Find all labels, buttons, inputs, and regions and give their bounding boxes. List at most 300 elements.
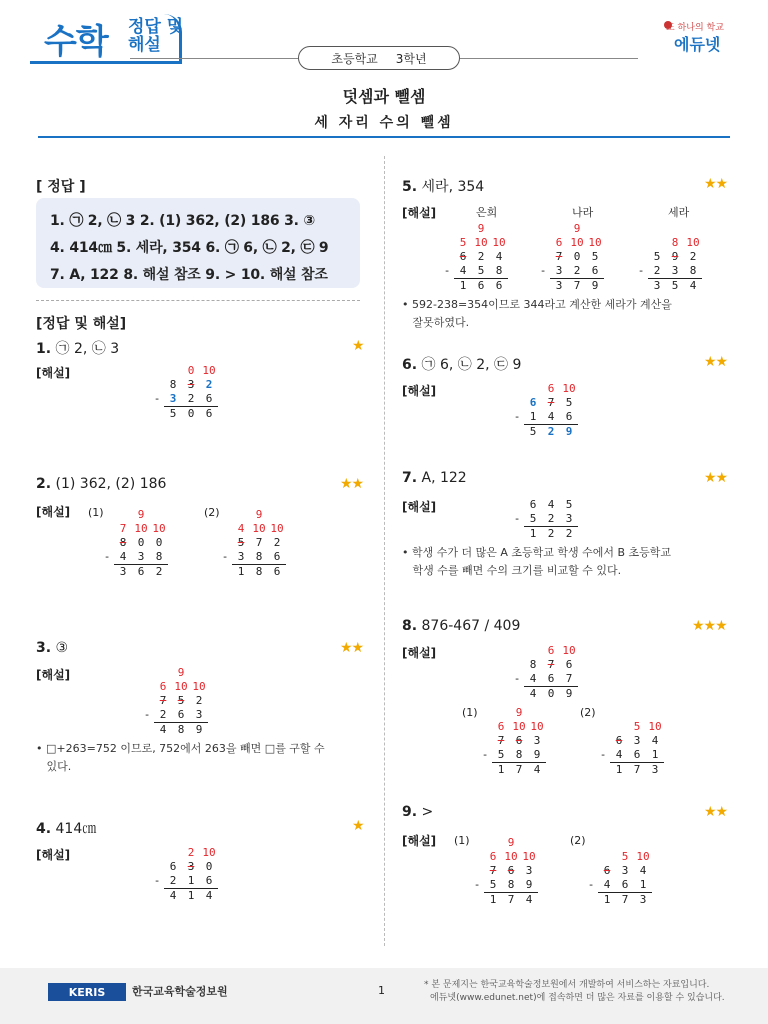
q9-part2-label: (2) [570,834,586,847]
digit: 2 [155,565,163,578]
digit: 5 [477,264,485,277]
arith-row [440,264,508,278]
minus-sign: - [587,878,595,891]
digit [114,508,132,522]
digit: 1 [497,763,505,776]
digit: 6 [565,658,573,671]
digit: 2 [273,536,281,549]
digit: 3 [187,860,195,873]
q6-title [402,354,521,374]
q6-answer: ㉠ 6, ㉡ 2, ㉢ 9 [421,357,522,373]
minus-sign: - [143,708,151,721]
digit [520,836,538,850]
digit: 10 [492,236,506,249]
q9-arith-b [584,850,652,907]
digit: 9 [591,279,599,292]
minus-sign [218,536,232,550]
digit: 9 [565,425,573,438]
digit [586,222,604,236]
digit: 6 [529,498,537,511]
minus-sign [470,850,484,864]
minus-sign [218,565,232,579]
minus-sign [584,893,598,907]
digit [524,644,542,658]
arith-row [510,672,578,686]
digit: 8 [671,236,679,249]
digit: 4 [525,893,533,906]
arith-row [596,734,664,748]
digit: 3 [119,565,127,578]
arith-row [634,250,702,264]
digit: 8 [119,536,127,549]
arith-row [596,720,664,734]
digit: 6 [273,565,281,578]
q3-arith [140,666,208,737]
arith-row [536,222,604,236]
digit [164,364,182,378]
digit: 5 [529,425,537,438]
digit [684,222,702,236]
arith-row [140,666,208,680]
minus-sign [470,836,484,850]
minus-sign: - [481,748,489,761]
digit: 3 [639,893,647,906]
arith-row [536,250,604,264]
arith-row [584,850,652,864]
minus-sign [510,658,524,672]
digit: 4 [119,550,127,563]
minus-sign [150,889,164,903]
column-divider [384,156,385,946]
minus-sign [440,279,454,293]
q2-arith-a [100,508,168,579]
digit: 1 [489,893,497,906]
arith-row [150,860,218,874]
arith-row [218,508,286,522]
digit: 6 [603,864,611,877]
digit: 6 [615,734,623,747]
answers-line-1: 1. ㉠ 2, ㉡ 3 2. (1) 362, (2) 186 3. ③ [50,213,316,229]
q2-part1-label: (1) [88,506,104,519]
header-line-left [130,58,298,59]
arith-row [478,734,546,748]
digit: 5 [169,407,177,420]
digit: 8 [529,658,537,671]
arith-row [150,364,218,378]
digit: 3 [555,279,563,292]
digit: 3 [671,264,679,277]
digit [550,222,568,236]
digit: 9 [477,222,485,235]
q2-title [36,476,166,492]
digit: 6 [497,720,505,733]
q5-name-1: 은희 [476,206,498,219]
digit: 10 [588,236,602,249]
arith-row [584,864,652,878]
arith-row [218,522,286,536]
arith-row [478,720,546,734]
digit [484,836,502,850]
arith-row [150,846,218,860]
digit: 4 [459,264,467,277]
digit: 4 [615,748,623,761]
q8-part1-label: (1) [462,706,478,719]
digit: 4 [205,889,213,902]
minus-sign [536,279,550,293]
q5-name-3: 세라 [668,206,690,219]
digit: 7 [573,279,581,292]
digit: 6 [529,396,537,409]
digit: 3 [525,864,533,877]
digit [524,382,542,396]
minus-sign [478,706,492,720]
digit: 2 [187,392,195,405]
arith-row [510,498,578,512]
digit: 6 [489,850,497,863]
digit [598,850,616,864]
digit: 10 [530,720,544,733]
digit: 6 [273,550,281,563]
arith-row [510,410,578,424]
digit: 10 [192,680,206,693]
arith-row [596,748,664,762]
arith-row [470,878,538,892]
digit: 7 [159,694,167,707]
digit [154,666,172,680]
q3-note: • □+263=752 이므로, 752에서 263을 빼면 □를 구할 수 있다. [36,742,325,773]
q5-explain-label: [해설] [402,206,437,220]
minus-sign [150,364,164,378]
q4-number: 4. [36,821,52,837]
minus-sign [140,694,154,708]
minus-sign: - [221,550,229,563]
minus-sign [478,763,492,777]
digit: 4 [533,763,541,776]
page-title: 덧셈과 뺄셈 [342,87,426,106]
q3-answer: ③ [55,640,69,656]
digit: 5 [529,512,537,525]
minus-sign: - [637,264,645,277]
digit: 6 [495,279,503,292]
digit: 1 [603,893,611,906]
digit: 3 [653,279,661,292]
digit: 10 [202,846,216,859]
digit: 10 [570,236,584,249]
minus-sign [596,734,610,748]
footer-note-2: 에듀넷(www.edunet.net)에 접속하면 더 많은 자료를 이용할 수 있습니다. [430,993,725,1003]
q7-note: • 학생 수가 더 많은 A 초등학교 학생 수에서 B 초등학교 학생 수를 빼면 수의 크기를 비교할 수 있다. [402,546,672,577]
digit: 4 [237,522,245,535]
digit: 5 [671,279,679,292]
digit: 5 [653,250,661,263]
minus-sign [140,680,154,694]
q2-arith-b [218,508,286,579]
q3-stars: ★★ [340,640,364,656]
digit: 6 [621,878,629,891]
arith-row [218,550,286,564]
minus-sign: - [103,550,111,563]
digit: 3 [651,763,659,776]
footer-note-1: * 본 문제지는 한국교육학술정보원에서 개발하여 서비스하는 자료입니다. [424,980,710,990]
minus-sign [510,382,524,396]
q3-explain-label: [해설] [36,668,71,682]
q5-answer: 세라, 354 [421,179,485,195]
arith-row [510,396,578,410]
minus-sign [596,720,610,734]
minus-sign: - [473,878,481,891]
minus-sign [510,425,524,439]
q5-note-2: 잘못하였다. [412,316,470,329]
q1-explain-label: [해설] [36,366,71,380]
digit [610,720,628,734]
digit: 2 [653,264,661,277]
minus-sign [584,850,598,864]
digit: 5 [591,250,599,263]
q6-arith [510,382,578,439]
minus-sign: - [443,264,451,277]
digit: 8 [689,264,697,277]
digit: 0 [547,687,555,700]
minus-sign [100,536,114,550]
arith-row [584,878,652,892]
arith-row [510,425,578,439]
digit: 5 [633,720,641,733]
digit: 7 [255,536,263,549]
q2-stars: ★★ [340,476,364,492]
digit: 5 [565,498,573,511]
arith-row [634,236,702,250]
arith-row [510,382,578,396]
digit: 8 [155,550,163,563]
q5-number: 5. [402,179,418,195]
minus-sign [510,687,524,701]
q1-answer: ㉠ 2, ㉡ 3 [55,341,120,357]
digit: 4 [547,410,555,423]
digit: 4 [689,279,697,292]
title-divider [38,136,730,138]
q4-title [36,818,96,838]
digit: 6 [477,279,485,292]
digit: 8 [169,378,177,391]
digit: 9 [671,250,679,263]
digit [190,666,208,680]
q1-arith [150,364,218,421]
digit: 6 [177,708,185,721]
page-number: 1 [378,984,385,997]
arith-row [100,522,168,536]
digit: 9 [533,748,541,761]
minus-sign [536,236,550,250]
digit: 10 [202,364,216,377]
digit [492,706,510,720]
digit: 3 [195,708,203,721]
minus-sign: - [539,264,547,277]
arith-row [536,279,604,293]
digit: 1 [459,279,467,292]
arith-row [140,694,208,708]
minus-sign [470,864,484,878]
digit: 10 [252,522,266,535]
digit: 4 [529,687,537,700]
digit: 1 [651,748,659,761]
q7-title [402,470,467,486]
digit: 1 [639,878,647,891]
minus-sign [218,508,232,522]
digit: 7 [507,893,515,906]
arith-row [536,236,604,250]
arith-row [100,550,168,564]
arith-row [634,264,702,278]
minus-sign [440,236,454,250]
digit: 7 [547,658,555,671]
digit: 1 [237,565,245,578]
digit: 6 [547,644,555,657]
minus-sign [100,522,114,536]
digit [528,706,546,720]
digit: 6 [169,860,177,873]
digit: 0 [137,536,145,549]
digit: 8 [515,748,523,761]
arith-row [510,527,578,541]
minus-sign [478,734,492,748]
q5-note: • 592-238=354이므로 344라고 계산한 세라가 계산을 잘못하였다. [402,298,672,329]
digit [490,222,508,236]
digit: 10 [270,522,284,535]
digit: 4 [529,672,537,685]
minus-sign: - [599,748,607,761]
q5-note-1: 592-238=354이므로 344라고 계산한 세라가 계산을 [412,298,672,311]
minus-sign [150,407,164,421]
digit: 2 [573,264,581,277]
logo-sub-text-2: 해설 [128,35,161,55]
q8-stars: ★★★ [692,618,727,634]
digit: 10 [512,720,526,733]
arith-row [218,536,286,550]
arith-row [140,680,208,694]
digit: 4 [639,864,647,877]
digit: 2 [169,874,177,887]
digit: 6 [205,407,213,420]
arith-row [440,279,508,293]
digit: 2 [689,250,697,263]
digit: 3 [621,864,629,877]
digit: 9 [573,222,581,235]
digit: 10 [648,720,662,733]
digit: 5 [565,396,573,409]
page-subtitle: 세 자리 수의 뺄셈 [314,115,454,131]
digit [648,236,666,250]
logo-main-text: 수학 [44,22,108,62]
q1-stars: ★ [352,338,364,354]
minus-sign: - [513,672,521,685]
q9-arith-a [470,836,538,907]
school-label: 초등학교 [331,51,378,66]
q8-arith-main [510,644,578,701]
answers-line-2: 4. 414㎝ 5. 세라, 354 6. ㉠ 6, ㉡ 2, ㉢ 9 [50,240,329,256]
solutions-heading: [정답 및 해설] [36,316,127,332]
digit: 2 [547,425,555,438]
digit [150,508,168,522]
keris-org-name: 한국교육학술정보원 [132,985,228,998]
digit: 2 [565,527,573,540]
digit: 1 [615,763,623,776]
q7-number: 7. [402,470,418,486]
minus-sign [634,222,648,236]
minus-sign: - [513,512,521,525]
q5-title [402,176,484,196]
q7-note-1: 학생 수가 더 많은 A 초등학교 학생 수에서 B 초등학교 [412,546,672,559]
arith-row [478,763,546,777]
digit: 6 [205,874,213,887]
digit: 2 [547,527,555,540]
minus-sign [150,378,164,392]
digit: 3 [555,264,563,277]
answers-box [36,198,360,288]
digit: 5 [489,878,497,891]
q7-explain-label: [해설] [402,500,437,514]
arith-row [150,874,218,888]
q8-answer: 876-467 / 409 [421,618,521,634]
digit: 5 [177,694,185,707]
digit: 7 [621,893,629,906]
digit: 10 [134,522,148,535]
arith-row [150,392,218,406]
digit: 10 [562,644,576,657]
answers-line-3: 7. A, 122 8. 해설 참조 9. > 10. 해설 참조 [50,267,328,283]
digit [164,846,182,860]
digit: 6 [205,392,213,405]
q2-part2-label: (2) [204,506,220,519]
digit [454,222,472,236]
minus-sign [536,222,550,236]
digit: 10 [174,680,188,693]
digit: 5 [237,536,245,549]
digit: 7 [565,672,573,685]
arith-row [140,723,208,737]
digit: 7 [547,396,555,409]
arith-row [140,708,208,722]
digit: 6 [515,734,523,747]
digit: 7 [555,250,563,263]
digit: 7 [633,763,641,776]
digit: 9 [195,723,203,736]
minus-sign [470,893,484,907]
minus-sign [440,222,454,236]
q2-explain-label: [해설] [36,505,71,519]
keris-logo: KERIS [48,983,126,1001]
digit: 0 [155,536,163,549]
q5-name-2: 나라 [572,206,594,219]
q1-title [36,338,119,358]
arith-row [634,279,702,293]
digit: 9 [137,508,145,521]
digit: 7 [489,864,497,877]
q9-stars: ★★ [704,804,728,820]
q9-part1-label: (1) [454,834,470,847]
digit: 1 [187,874,195,887]
q4-arith [150,846,218,903]
minus-sign [100,508,114,522]
q2-number: 2. [36,476,52,492]
digit: 10 [686,236,700,249]
digit: 8 [255,565,263,578]
minus-sign [536,250,550,264]
digit: 1 [529,527,537,540]
digit: 3 [565,512,573,525]
digit: 4 [603,878,611,891]
digit: 6 [565,410,573,423]
digit [268,508,286,522]
